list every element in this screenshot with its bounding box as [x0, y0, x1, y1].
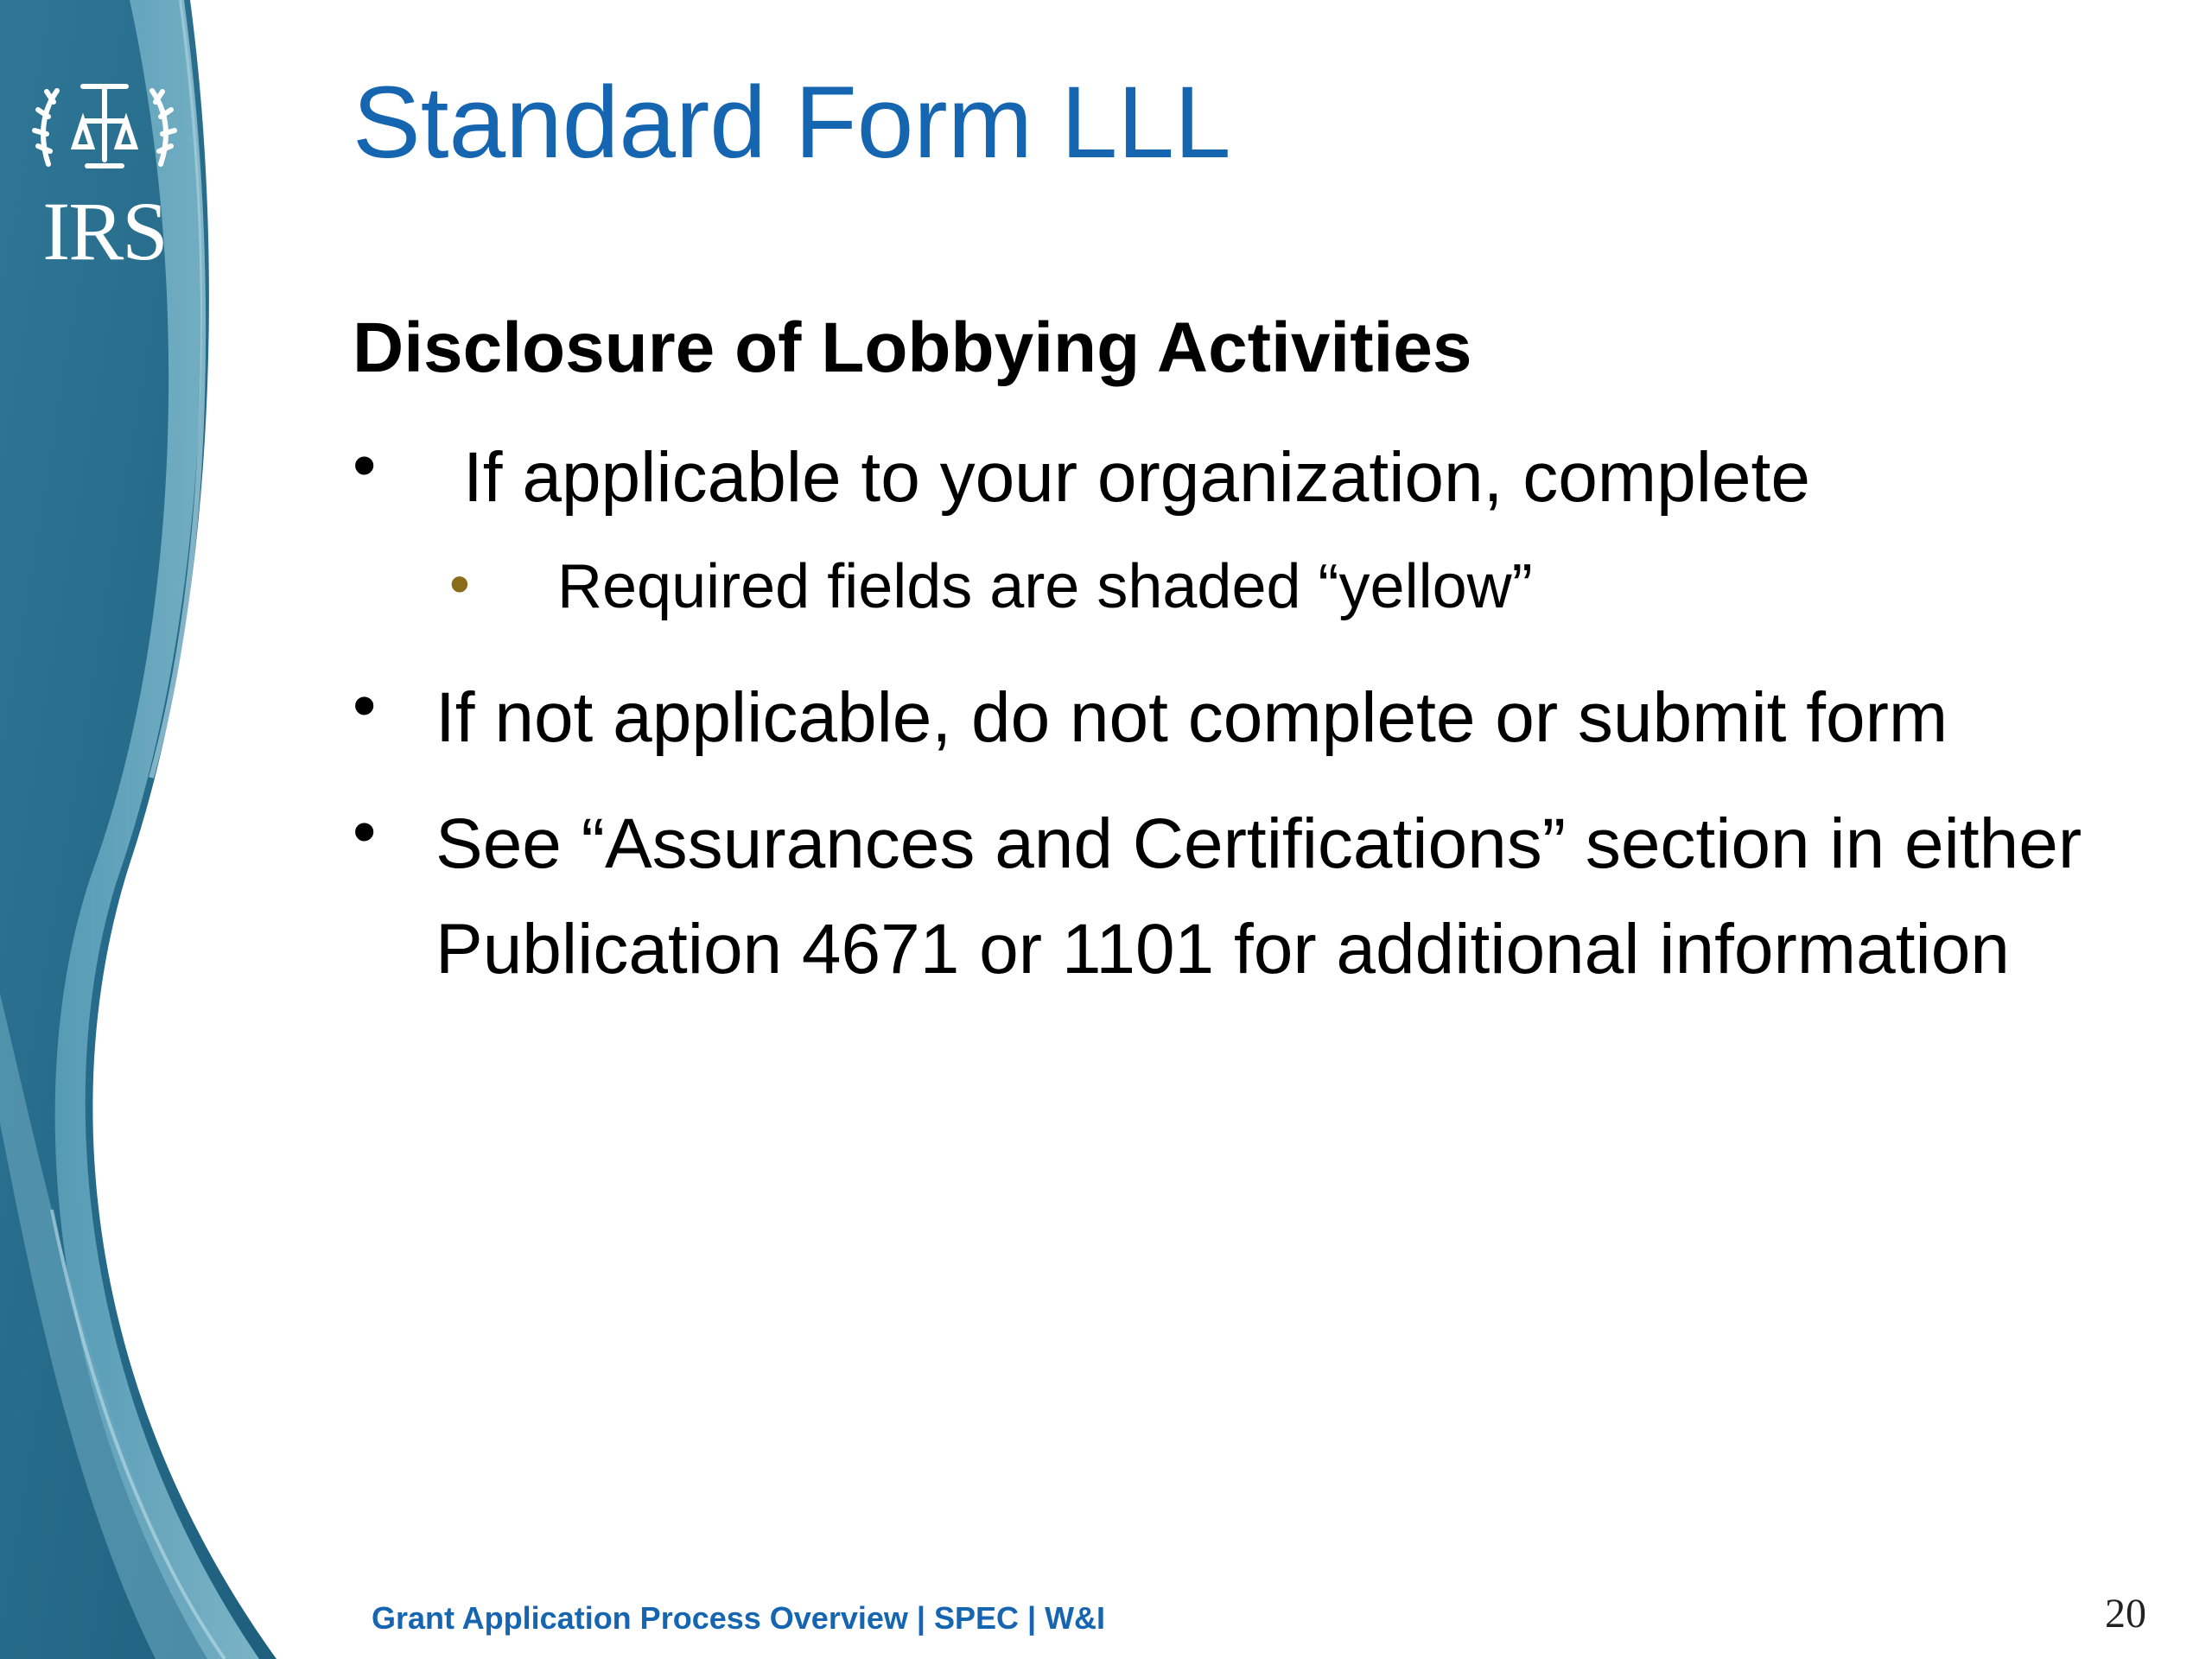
slide-footer: Grant Application Process Overview | SPEC | W&I: [372, 1600, 1106, 1636]
irs-logo-text: IRS: [42, 185, 167, 277]
bullet-item: [353, 665, 1948, 771]
page-number: 20: [2105, 1591, 2146, 1637]
sub-bullet-item: [449, 550, 1533, 624]
bullet-text: See “Assurances and Certifications” section in either Publication 4671 or 1101 for additional information: [435, 804, 2082, 988]
bullet-item: [353, 791, 2120, 1002]
sub-bullet-text: Required fields are shaded “yellow”: [557, 552, 1533, 621]
irs-logo: [31, 69, 178, 277]
slide-title: Standard Form LLL: [353, 66, 1231, 180]
bullet-marker: •: [353, 427, 377, 503]
slide-subtitle: Disclosure of Lobbying Activities: [353, 308, 1472, 387]
sub-bullet-marker: •: [449, 551, 470, 617]
bullet-marker: •: [353, 793, 377, 869]
irs-eagle-seal-icon: [31, 69, 178, 181]
bullet-item: [353, 425, 1810, 531]
bullet-text: If not applicable, do not complete or submit form: [435, 678, 1948, 757]
bullet-marker: •: [353, 667, 377, 743]
bullet-text: If applicable to your organization, complete: [463, 438, 1810, 517]
